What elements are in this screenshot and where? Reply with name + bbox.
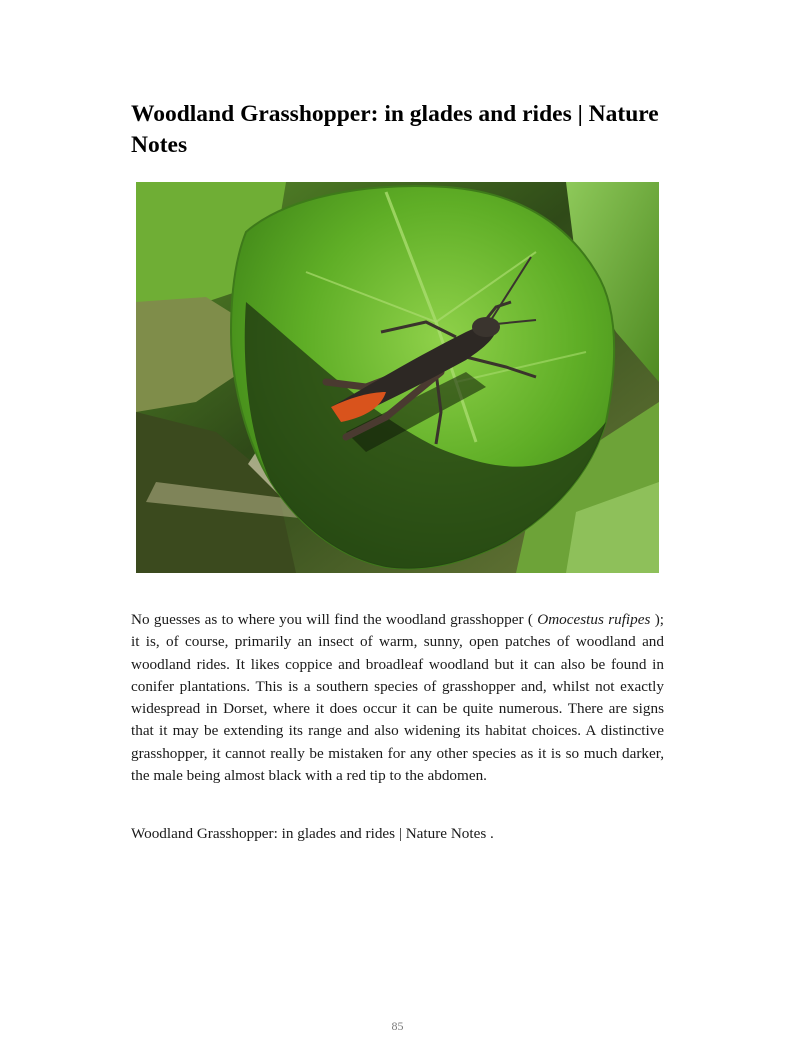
grasshopper-photo: [136, 182, 659, 573]
source-line: Woodland Grasshopper: in glades and rides | Nature Notes .: [131, 825, 494, 842]
body-text-before-species: No guesses as to where you will find the woodland grasshopper (: [131, 611, 538, 628]
article-body: [131, 609, 664, 787]
body-text-after-species: ); it is, of course, primarily an insect of warm, sunny, open patches of woodland and woodland rides. It likes coppice and broadleaf woodland but it can also be found in conifer plantations. This is a southern species of grasshopper and, whilst not exactly widespread in Dorset, where it does occur it can be quite numerous. There are signs that it may be extending its range and also widening its habitat choices. A distinctive grasshopper, it cannot really be mistaken for any other species as it is so much darker, the male being almost black with a red tip to the abdomen.: [131, 611, 665, 785]
species-name: Omocestus rufipes: [537, 611, 651, 628]
page-title: Woodland Grasshopper: in glades and rides | Nature Notes: [131, 101, 659, 158]
page-number: 85: [391, 1019, 404, 1033]
grasshopper-illustration: [136, 182, 659, 573]
